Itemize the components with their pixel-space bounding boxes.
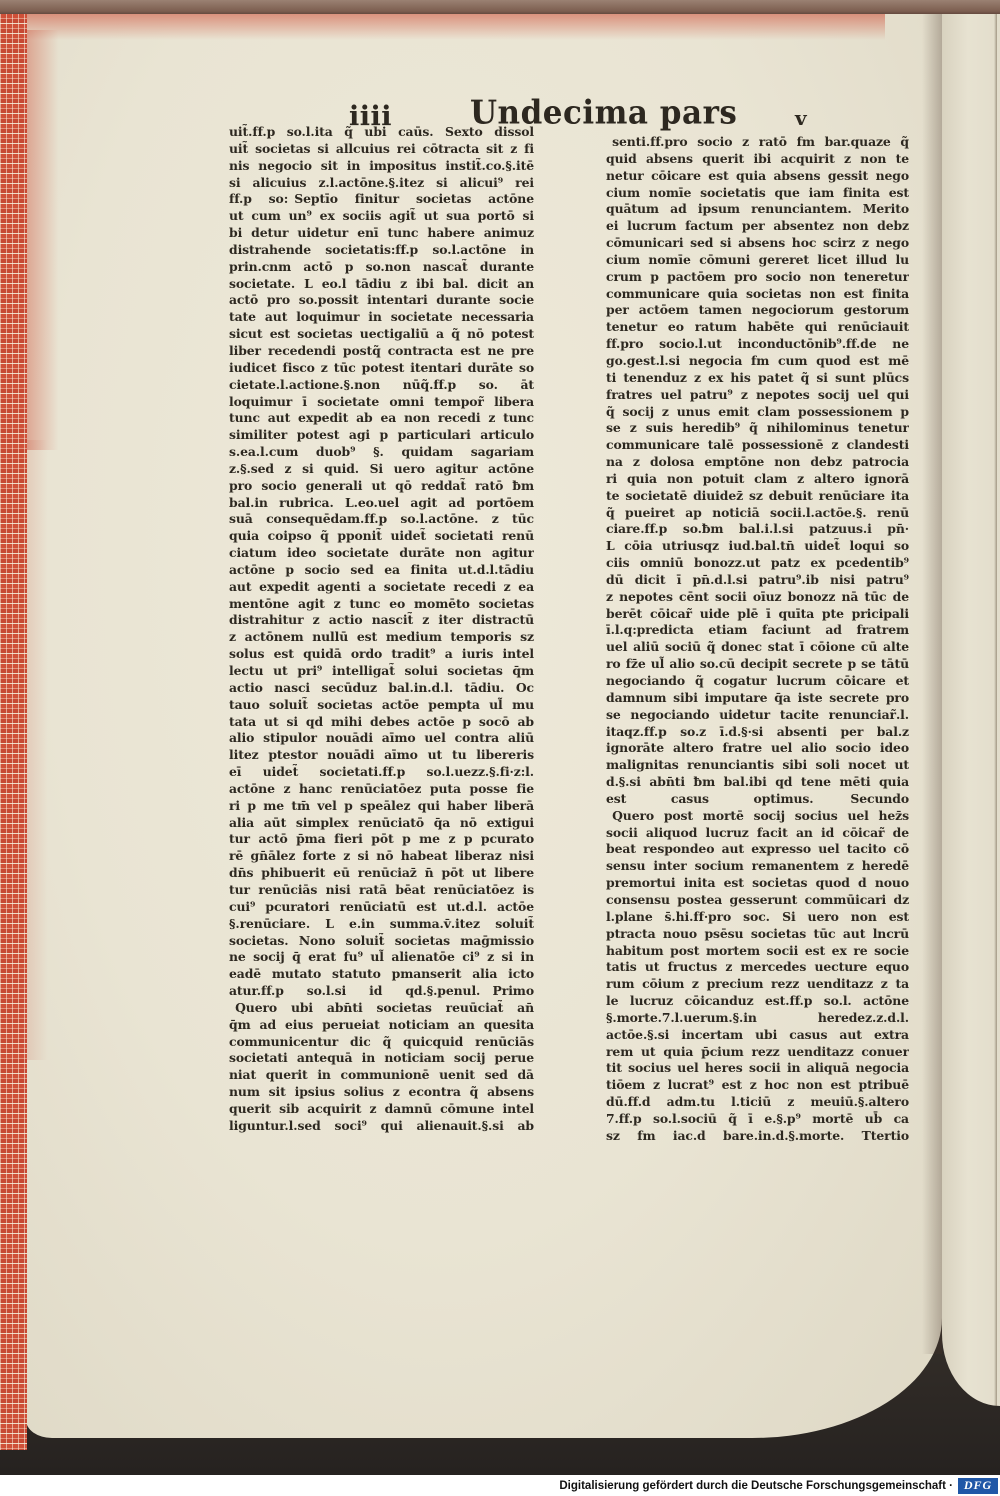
text-line: ptracta nouo psēsu societas tūc aut lncrū	[606, 925, 909, 941]
text-line: communicare talē possessionē z clandesti	[606, 437, 909, 453]
text-line: ri p me tm̄ vel p speālez qui haber liberā	[229, 797, 534, 813]
text-line: ciatum ideo societate durāte non agitur	[229, 545, 534, 561]
text-line: rem ut quia p̄cium rezz uenditazz conuer	[606, 1043, 909, 1059]
text-line: ne socij q̄ erat fu⁹ ul̃ alienatōe ci⁹ z si in	[229, 949, 534, 965]
book-top-edge	[0, 0, 1000, 14]
text-line: liber recedendi postq̃ contracta est ne pre	[229, 342, 534, 358]
text-line: se negociando uidetur tacite renunciar̃.l.	[606, 706, 909, 722]
text-line: pro socio generali ut qō reddat̃ ratō ƀm	[229, 477, 534, 493]
text-line: go.gest.l.si negocia fm cum quod est mē	[606, 352, 909, 368]
text-line: crum p pactōem pro socio non teneretur	[606, 268, 909, 284]
text-line: Quero post mortē socij socius uel hez̄s	[606, 807, 909, 823]
text-line: ignorāte altero fratre uel alio socio ideo	[606, 740, 909, 756]
text-line: quātum ad ipsum renunciantem. Merito	[606, 201, 909, 217]
text-line: z nepotes cēnt socii oīuz bonozz nā tūc de	[606, 588, 909, 604]
text-line: distrahende societatis:ff.p so.l.actōne in	[229, 241, 534, 257]
text-line: z actōnem nullū est medium temporis sz	[229, 629, 534, 645]
text-column-left	[229, 124, 534, 1135]
text-line: querit sib acquirit z damnū cōmune intel	[229, 1100, 534, 1116]
text-line: na z dolosa emptōne non debz patrocia	[606, 454, 909, 470]
text-line: similiter potest agi p particulari articulo	[229, 427, 534, 443]
text-line: loquimur ī societate omni tempor̃ libera	[229, 393, 534, 409]
facing-page-edge	[942, 14, 1000, 1406]
page-edge-line	[994, 14, 997, 1406]
text-line: iudicet fisco z tūc potest itentari durāte so	[229, 359, 534, 375]
text-line: ei lucrum factum per absentez non debz	[606, 218, 909, 234]
text-line: ro fz̄e ul̃ alio so.cū decipit secrete p se tātū	[606, 656, 909, 672]
text-line: dū dicit ī pn̄.d.l.si patru⁹.ib nisi patru⁹	[606, 571, 909, 587]
text-line: liguntur.l.sed soci⁹ qui alienauit.§.si ab	[229, 1117, 534, 1133]
text-line: cui⁹ pcuratori renūciatū est ut.d.l. actōe	[229, 898, 534, 914]
gutter-shadow	[922, 14, 942, 1354]
text-line: q̃ pueiret ap noticiā socii.l.actōe.§. renū	[606, 504, 909, 520]
text-line: consensu postea gesserunt commūicari dz	[606, 891, 909, 907]
text-line: tate aut loquimur in societate necessaria	[229, 309, 534, 325]
text-line: ī.l.q:predicta etiam faciunt ad fratrem	[606, 622, 909, 638]
text-line: ri quia non potuit clam z altero ignorā	[606, 470, 909, 486]
text-line: s.ea.l.cum duob⁹ §. quidam sagariam	[229, 444, 534, 460]
text-line: premortui inita est societas quod d nouo	[606, 875, 909, 891]
text-line: niat querit in communionē uenit sed dā	[229, 1067, 534, 1083]
text-line: actio nasci secūduz bal.in.d.l. tādiu. Oc	[229, 679, 534, 695]
text-line: sicut est societas uectigaliū a q̃ nō potest	[229, 326, 534, 342]
text-line: tur renūciās nisi ratā bēat renūciatōez is	[229, 881, 534, 897]
text-line: litez ptestor nouādi aīmo ut tu libereris	[229, 747, 534, 763]
credit-text: Digitalisierung gefördert durch die Deutsche Forschungsgemeinschaft ·	[559, 1479, 953, 1492]
text-line: malignitas renunciantis sibi soli nocet ut	[606, 757, 909, 773]
text-line: quia coipso q̃ pponit̃ uidet̃ societati renū	[229, 528, 534, 544]
digitization-credit-bar	[0, 1475, 1000, 1496]
text-line: Quero ubi abn̄ti societas reuūciat̃ an̄	[229, 999, 534, 1015]
quire-signature: iiii	[349, 101, 393, 132]
text-line: sz fm iac.d bare.in.d.§.morte. Ttertio	[606, 1127, 909, 1143]
text-line: tur actō p̄ma fieri pōt p me z p pcurato	[229, 831, 534, 847]
text-line: L cōia utriusqz iud.bal.tn̄ uidet̃ loqui so	[606, 538, 909, 554]
text-line: cōmunicari sed si absens hoc scirz z nego	[606, 235, 909, 251]
text-line: cium nomīe societatis que iam finita est	[606, 184, 909, 200]
text-line: distrahitur z actio nascit̃ z iter distractū	[229, 612, 534, 628]
folio-number: v	[795, 106, 808, 130]
text-line: dū.ff.d adm.tu l.ticiū z meuiū.§.altero	[606, 1094, 909, 1110]
text-line: §.renūciare. L e.in summa.v̄.itez soluit̃	[229, 915, 534, 931]
text-line: actōne z hanc renūciatōez puta posse fie	[229, 780, 534, 796]
text-line: per actōem tamen negociorum gestorum	[606, 302, 909, 318]
text-line: actōe.§.si incertam ubi casus aut extra	[606, 1026, 909, 1042]
text-line: ff.pro socio.l.ut inconductōnib⁹.ff.de ne	[606, 336, 909, 352]
text-line: suā consequēdam.ff.p so.l.actōne. z tūc	[229, 511, 534, 527]
text-line: communicentur dic q̃ quicquid renūciās	[229, 1033, 534, 1049]
text-line: tiōem z lucrat⁹ est z hoc non est ptribuē	[606, 1077, 909, 1093]
text-line: eadē mutato statuto pmanserit alia icto	[229, 966, 534, 982]
text-line: damnum sibi imputare q̄a iste secrete pro	[606, 689, 909, 705]
text-line: fratres uel patru⁹ z nepotes socij uel qui	[606, 386, 909, 402]
text-line: q̄m ad eius perueiat noticiam an quesita	[229, 1016, 534, 1032]
text-line: tit socius uel heres socii in aliquā negocia	[606, 1060, 909, 1076]
text-line: atur.ff.p so.l.si id qd.§.penul. Primo	[229, 983, 534, 999]
text-line: societati antequā in noticiam socij perue	[229, 1050, 534, 1066]
text-line: ti tenenduz z ex his patet q̃ si sunt plūcs	[606, 369, 909, 385]
text-line: quid absens querit ibi acquirit z non te	[606, 150, 909, 166]
text-line: cium nomīe cōmuni gereret licet illud lu	[606, 251, 909, 267]
text-line: netur cōicare est quia absens gessit nego	[606, 167, 909, 183]
text-line: socii aliquod lucruz facit an id cōicar̃ de	[606, 824, 909, 840]
text-line: bal.in rubrica. L.eo.uel agit ad portōem	[229, 494, 534, 510]
text-line: cietate.l.actione.§.non nūq̃.ff.p so. āt	[229, 376, 534, 392]
text-line: ciis omniū bonozz.ut patz ex pcedentib⁹	[606, 555, 909, 571]
text-line: negociando q̃ cogatur lucrum cōicare et	[606, 673, 909, 688]
text-line: uit̃ societas si allcuius rei cōtracta sit z fi	[229, 140, 534, 156]
dfg-logo: DFG	[958, 1478, 998, 1494]
red-stain-left-lower	[27, 440, 53, 1060]
page-title: Undecima pars	[470, 93, 738, 133]
red-stain-left	[27, 30, 69, 450]
text-column-right	[606, 134, 909, 1145]
text-line: tatis ut fructus z mercedes uecture equo	[606, 959, 909, 975]
text-line: tata ut si qd mihi debes actōe p socō ab	[229, 713, 534, 729]
text-line: rum cōium z precium rezz uenditazz z ta	[606, 976, 909, 992]
text-line: z.§.sed z si quid. Si uero agitur actōne	[229, 460, 534, 476]
text-line: societas. Nono soluit̃ societas maḡmissio	[229, 932, 534, 948]
text-line: dn̄s phibuerit eū renūciaz̄ n̄ pōt ut libere	[229, 865, 534, 881]
text-line: alia aūt simplex renūciatō q̄a nō extigui	[229, 814, 534, 830]
text-line: beat respondeo aut expresso uel tacito cō	[606, 841, 909, 857]
text-line: se z suis heredib⁹ q̃ nihilominus tenetur	[606, 420, 909, 436]
text-line: si alicuius z.l.actōne.§.itez si alicui⁹ rei	[229, 174, 534, 190]
text-line: te societatē diuidez̄ sz debuit renūciare ita	[606, 487, 909, 503]
text-line: aut expedit agenti a societate recedi z ea	[229, 578, 534, 594]
text-line: ut cum un⁹ ex sociis agit̃ ut sua portō si	[229, 208, 534, 224]
text-line: d.§.si abn̄ti ƀm bal.ibi qd tene mēti quia	[606, 774, 909, 790]
text-line: ciare.ff.p so.ƀm bal.i.l.si patzuus.i pn̄·	[606, 521, 909, 537]
text-line: tunc aut expedit ab ea non recedi z tunc	[229, 410, 534, 426]
text-line: alio stipulor nouādi aīmo uel contra aliū	[229, 730, 534, 746]
red-fore-edge	[0, 14, 27, 1450]
text-line: prin.cnm actō p so.non nascat̃ durante	[229, 258, 534, 274]
text-line: sensu inter socium remanentem z heredē	[606, 858, 909, 874]
text-line: berēt cōicar̃ uide plē ī quīta pte pricipali	[606, 605, 909, 621]
text-line: uit̃.ff.p so.l.ita q̃ ubi caūs. Sexto dissol	[229, 124, 534, 139]
text-line: num sit ipsius solius z econtra q̃ absens	[229, 1084, 534, 1100]
text-line: rē gn̄ālez forte z si nō habeat liberaz nisi	[229, 848, 534, 864]
text-line: tenetur eo ratum habēte qui renūciauit	[606, 319, 909, 335]
text-line: nis negocio sit in impositus instit̃.co.§.itē	[229, 157, 534, 173]
text-line: est casus optimus. Secundo	[606, 790, 909, 806]
text-line: communicare quia societas non est finita	[606, 285, 909, 301]
text-line: actōne p socio sed ea finita ut.d.l.tādiu	[229, 561, 534, 577]
text-line: tauo soluit̃ societas actōe pempta ul̃ mu	[229, 696, 534, 712]
text-line: habitum post mortem socii est ex re socie	[606, 942, 909, 958]
text-line: mentōne agit z tunc eo momēto societas	[229, 595, 534, 611]
text-line: actō pro so.possit intentari durante socie	[229, 292, 534, 308]
text-line: l.plane s̄.hi.ff·pro soc. Si uero non est	[606, 908, 909, 924]
text-line: bi detur uidetur enī tunc habere animuz	[229, 225, 534, 241]
text-line: senti.ff.pro socio z ratō fm bar.quaze q̃	[606, 134, 909, 149]
text-line: itaqz.ff.p so.z ī.d.§·si absenti per bal.z	[606, 723, 909, 739]
text-line: solus est quidā ordo tradit⁹ a iuris intel	[229, 646, 534, 662]
text-line: ff.p so: Septīo finitur societas actōne	[229, 191, 534, 207]
text-line: le lucruz cōicanduz est.ff.p so.l. actōne	[606, 993, 909, 1009]
text-line: §.morte.7.l.uerum.§.in heredez.z.d.l.	[606, 1009, 909, 1025]
text-line: lectu ut pri⁹ intelligat̃ solui societas q̄m	[229, 663, 534, 678]
text-line: uel aliū sociū q̃ donec stat ī cōione cū alte	[606, 639, 909, 655]
red-stain-top	[27, 14, 885, 40]
text-line: 7.ff.p so.l.sociū q̃ ī e.§.p⁹ mortē ub̄ ca	[606, 1110, 909, 1126]
text-line: q̃ socij z unus emit clam possessionem p	[606, 403, 909, 419]
text-line: eī uidet̃ societati.ff.p so.l.uezz.§.fi·z:l.	[229, 764, 534, 780]
text-line: societate. L eo.l tādiu z ibi bal. dicit an	[229, 275, 534, 291]
